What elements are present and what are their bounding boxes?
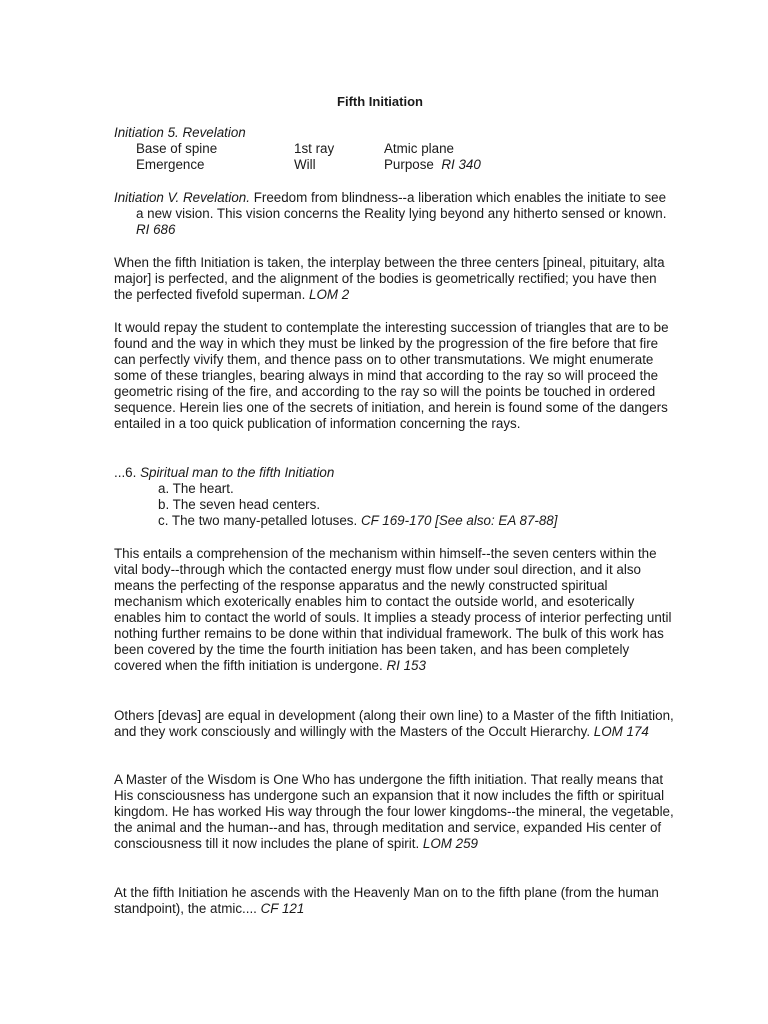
section-paragraph-triangles xyxy=(114,320,674,432)
section-initiation-v xyxy=(114,190,674,238)
paragraph: It would repay the student to contemplate the interesting succession of triangles that are to be found and the way in which they must be linked by the progression of the fire before that fire can perfectly vivify them, and thence pass on to other transmutations. We might enumerate some of these triangles, bearing always in mind that according to the ray so will proceed the geometric rising of the fire, and according to the ray so will the points be touched in ordered sequence. Herein lies one of the secrets of initiation, and herein is found some of the dangers entailed in a too quick publication of information concerning the rays. xyxy=(114,320,669,431)
paragraph xyxy=(114,708,674,740)
list-item-text: c. The two many-petalled lotuses. xyxy=(158,513,361,528)
list-heading xyxy=(114,465,674,481)
paragraph-text: A Master of the Wisdom is One Who has undergone the fifth initiation. That really means that His consciousness has undergone such an expansion that it now includes the fifth or spiritual kingdom. He has worked His way through the four lower kingdoms--the mineral, the vegetable, the animal and the human--and has, through meditation and service, expanded His center of consciousness till it now includes the plane of spirit. xyxy=(114,772,674,851)
section-paragraph-lom2 xyxy=(114,255,674,303)
reference: LOM 2 xyxy=(309,287,350,302)
section-initiation-5 xyxy=(114,125,674,173)
paragraph xyxy=(114,885,674,917)
section-paragraph-devas xyxy=(114,708,674,740)
reference: CF 169-170 [See also: EA 87-88] xyxy=(360,513,558,528)
table-cell: Atmic plane xyxy=(384,141,454,156)
paragraph-text: This entails a comprehension of the mechanism within himself--the seven centers within the vital body--through which the contacted energy must flow under soul direction, and it also means the perfecting of the response apparatus and the newly constructed spiritual mechanism which exoterically enables him to contact the outside world, and esoterically enables him to contact the world of souls. It implies a steady process of interior perfecting until nothing further remains to be done within that individual framework. The bulk of this work has been covered by the time the fourth initiation has been taken, and has been completely covered when the fifth initiation is undergone. xyxy=(114,546,672,673)
list-item: b. The seven head centers. xyxy=(158,497,321,512)
table-cell: Base of spine xyxy=(136,141,218,156)
table-row xyxy=(114,157,674,173)
reference: LOM 174 xyxy=(593,724,649,739)
table-cell xyxy=(384,157,481,173)
table-cell: 1st ray xyxy=(294,141,335,156)
reference: RI 153 xyxy=(386,658,426,673)
paragraph xyxy=(114,190,674,238)
paragraph xyxy=(114,772,674,852)
section-paragraph-heavenly-man xyxy=(114,885,674,917)
reference: RI 340 xyxy=(441,157,481,172)
list-item: a. The heart. xyxy=(158,481,234,496)
reference: CF 121 xyxy=(260,901,305,916)
section-heading: Spiritual man to the fifth Initiation xyxy=(140,465,335,480)
paragraph xyxy=(114,255,674,303)
section-paragraph-master xyxy=(114,772,674,852)
reference: LOM 259 xyxy=(422,836,478,851)
section-paragraph-mechanism xyxy=(114,546,674,674)
table-row xyxy=(114,141,674,157)
section-spiritual-man xyxy=(114,465,674,529)
paragraph xyxy=(114,546,674,674)
paragraph-text: Others [devas] are equal in development (along their own line) to a Master of the fifth Initiation, and they work consciously and willingly with the Masters of the Occult Hierarchy. xyxy=(114,708,674,739)
paragraph-text: At the fifth Initiation he ascends with the Heavenly Man on to the fifth plane (from the human standpoint), the atmic.... xyxy=(114,885,659,916)
table-cell: Emergence xyxy=(136,157,205,172)
table-cell-text: Purpose xyxy=(384,157,434,172)
table-cell: Will xyxy=(294,157,316,172)
paragraph-text: When the fifth Initiation is taken, the interplay between the three centers [pineal, pituitary, alta major] is perfected, and the alignment of the bodies is geometrically rectified; you have then the perfected fivefold superman. xyxy=(114,255,665,302)
page-title: Fifth Initiation xyxy=(337,94,423,109)
reference: RI 686 xyxy=(136,222,176,237)
paragraph-text: Freedom from blindness--a liberation which enables the initiate to see a new vision. This vision concerns the Reality lying beyond any hitherto sensed or known. xyxy=(136,190,667,221)
list-number: ...6. xyxy=(114,465,141,480)
section-heading: Initiation 5. Revelation xyxy=(114,125,246,140)
section-heading: Initiation V. Revelation. xyxy=(114,190,250,205)
list-item xyxy=(114,513,674,529)
